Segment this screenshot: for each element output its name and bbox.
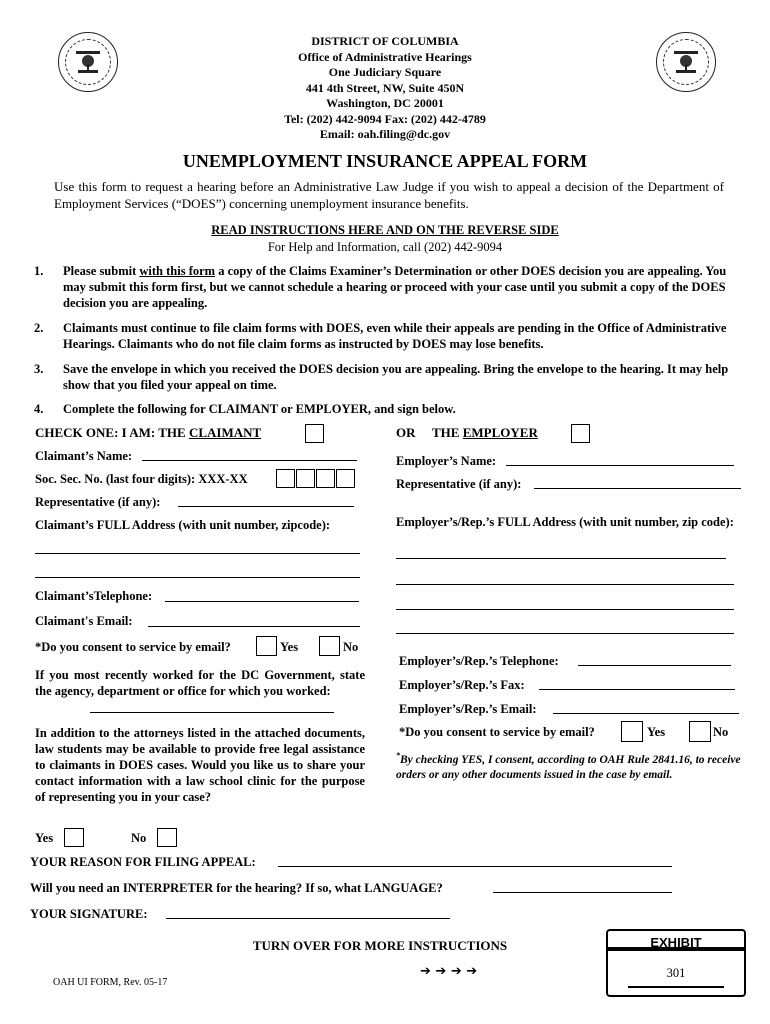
- header-line: DISTRICT OF COLUMBIA: [311, 34, 459, 48]
- employer-rep-label: Representative (if any):: [396, 477, 522, 491]
- agency-header: [200, 34, 570, 143]
- seal-emblem-icon: [74, 50, 102, 74]
- employer-email-label: Employer’s/Rep.’s Email:: [399, 702, 537, 716]
- employer-rep-field[interactable]: [534, 488, 741, 489]
- claimant-name-label: Claimant’s Name:: [35, 449, 133, 463]
- claimant-telephone-label: Claimant’sTelephone:: [35, 589, 153, 603]
- dc-government-field[interactable]: [90, 712, 334, 713]
- employer-address-label: Employer’s/Rep.’s FULL Address (with unit number, zip code):: [396, 515, 734, 529]
- employer-consent-label: *Do you consent to service by email?: [399, 725, 595, 739]
- claimant-address-line-2[interactable]: [35, 577, 360, 578]
- employer-telephone-label: Employer’s/Rep.’s Telephone:: [399, 654, 559, 668]
- header-line: One Judiciary Square: [328, 65, 442, 79]
- read-instructions: READ INSTRUCTIONS HERE AND ON THE REVERSE SIDE: [211, 223, 559, 237]
- help-line: For Help and Information, call (202) 442-9094: [267, 240, 503, 254]
- claimant-address-line-1[interactable]: [35, 553, 360, 554]
- claimant-consent-label: *Do you consent to service by email?: [35, 640, 231, 654]
- employer-option-label: THE EMPLOYER: [432, 425, 538, 440]
- header-line: 441 4th Street, NW, Suite 450N: [305, 80, 465, 95]
- claimant-address-label: Claimant’s FULL Address (with unit number, zipcode):: [35, 518, 331, 532]
- ssn-digit-box[interactable]: [316, 469, 335, 488]
- employer-address-line-2[interactable]: [396, 584, 734, 585]
- employer-name-label: Employer’s Name:: [396, 454, 497, 468]
- header-line: Email: oah.filing@dc.gov: [319, 127, 451, 141]
- employer-consent-no-label: No: [713, 725, 729, 739]
- arrow-icons: ➔ ➔ ➔ ➔: [420, 964, 478, 979]
- form-title: UNEMPLOYMENT INSURANCE APPEAL FORM: [182, 151, 588, 171]
- claimant-name-field[interactable]: [142, 460, 357, 461]
- employer-consent-no-checkbox[interactable]: [689, 721, 711, 742]
- claimant-consent-yes-checkbox[interactable]: [256, 636, 277, 656]
- employer-name-field[interactable]: [506, 465, 734, 466]
- employer-consent-yes-label: Yes: [647, 725, 666, 739]
- signature-label: YOUR SIGNATURE:: [30, 907, 148, 921]
- law-school-question: In addition to the attorneys listed in the attached documents, law students may be available to provide free legal assistance to claimants in DOES cases. Would you like us to share your contact information with a law school clinic for the purpose of representing you in your case?: [35, 726, 365, 804]
- ssn-digit-box[interactable]: [276, 469, 295, 488]
- law-school-no-checkbox[interactable]: [157, 828, 177, 847]
- turn-over-notice: TURN OVER FOR MORE INSTRUCTIONS: [252, 938, 508, 953]
- header-line: Washington, DC 20001: [326, 96, 444, 110]
- exhibit-label: EXHIBIT: [650, 935, 702, 950]
- claimant-rep-label: Representative (if any):: [35, 495, 161, 509]
- claimant-email-field[interactable]: [148, 626, 360, 627]
- signature-field[interactable]: [166, 918, 450, 919]
- dc-seal-left: [58, 32, 118, 92]
- claimant-consent-yes-label: Yes: [280, 640, 299, 654]
- intro-text: Use this form to request a hearing before an Administrative Law Judge if you wish to appeal a decision of the Department of Employment Services (“DOES”) concerning unemployment insurance benefits.: [54, 179, 724, 211]
- check-one-label: CHECK ONE: I AM: THE CLAIMANT: [35, 425, 262, 440]
- employer-checkbox[interactable]: [571, 424, 590, 443]
- exhibit-sticker: [606, 929, 746, 997]
- law-school-no-label: No: [131, 831, 147, 845]
- ssn-digit-box[interactable]: [296, 469, 315, 488]
- claimant-consent-no-checkbox[interactable]: [319, 636, 340, 656]
- claimant-rep-field[interactable]: [178, 506, 354, 507]
- employer-telephone-field[interactable]: [578, 665, 731, 666]
- employer-consent-yes-checkbox[interactable]: [621, 721, 643, 742]
- employer-address-line-3[interactable]: [396, 609, 734, 610]
- ssn-label: Soc. Sec. No. (last four digits): XXX-XX: [35, 472, 248, 486]
- instruction-3: 3. Save the envelope in which you received the DOES decision you are appealing. Bring the envelope to the hearing. It may help show that you filed your appeal on time.: [34, 362, 729, 392]
- instruction-2: 2. Claimants must continue to file claim forms with DOES, even while their appeals are pending in the Office of Administrative Hearings. Claimants who do not file claim forms as instructed by DOES may lose benefits.: [34, 321, 727, 351]
- exhibit-number: 301: [666, 966, 686, 980]
- note-asterisk: *: [396, 751, 400, 760]
- employer-fax-field[interactable]: [539, 689, 735, 690]
- reason-field[interactable]: [278, 866, 672, 867]
- instruction-1: 1. Please submit with this form a copy of the Claims Examiner’s Determination or other DOES decision you are appealing. You may submit this form first, but we cannot schedule a hearing or proceed with your case until you submit a copy of the DOES decision you are appealing.: [34, 264, 727, 310]
- interpreter-field[interactable]: [493, 892, 672, 893]
- instruction-4: 4. Complete the following for CLAIMANT or EMPLOYER, and sign below.: [34, 402, 456, 416]
- claimant-email-label: Claimant's Email:: [35, 614, 133, 628]
- reason-label: YOUR REASON FOR FILING APPEAL:: [30, 855, 256, 869]
- employer-fax-label: Employer’s/Rep.’s Fax:: [399, 678, 525, 692]
- ssn-digit-box[interactable]: [336, 469, 355, 488]
- dc-government-question: If you most recently worked for the DC Government, state the agency, department or office for which you worked:: [35, 668, 365, 698]
- dc-seal-right: [656, 32, 716, 92]
- law-school-yes-checkbox[interactable]: [64, 828, 84, 847]
- or-label: OR: [396, 425, 416, 440]
- employer-address-line-4[interactable]: [396, 633, 734, 634]
- employer-address-line-1[interactable]: [396, 558, 726, 559]
- claimant-consent-no-label: No: [343, 640, 359, 654]
- claimant-telephone-field[interactable]: [165, 601, 359, 602]
- email-consent-note: *By checking YES, I consent, according to OAH Rule 2841.16, to receive orders or any other documents issued in the case by email.: [396, 751, 741, 781]
- claimant-checkbox[interactable]: [305, 424, 324, 443]
- interpreter-label: Will you need an INTERPRETER for the hearing? If so, what LANGUAGE?: [30, 881, 443, 895]
- header-line: Tel: (202) 442-9094 Fax: (202) 442-4789: [284, 111, 486, 126]
- seal-emblem-icon: [672, 50, 700, 74]
- law-school-yes-label: Yes: [35, 831, 54, 845]
- header-line: Office of Administrative Hearings: [298, 49, 472, 64]
- employer-email-field[interactable]: [553, 713, 739, 714]
- form-revision: OAH UI FORM, Rev. 05-17: [53, 977, 168, 988]
